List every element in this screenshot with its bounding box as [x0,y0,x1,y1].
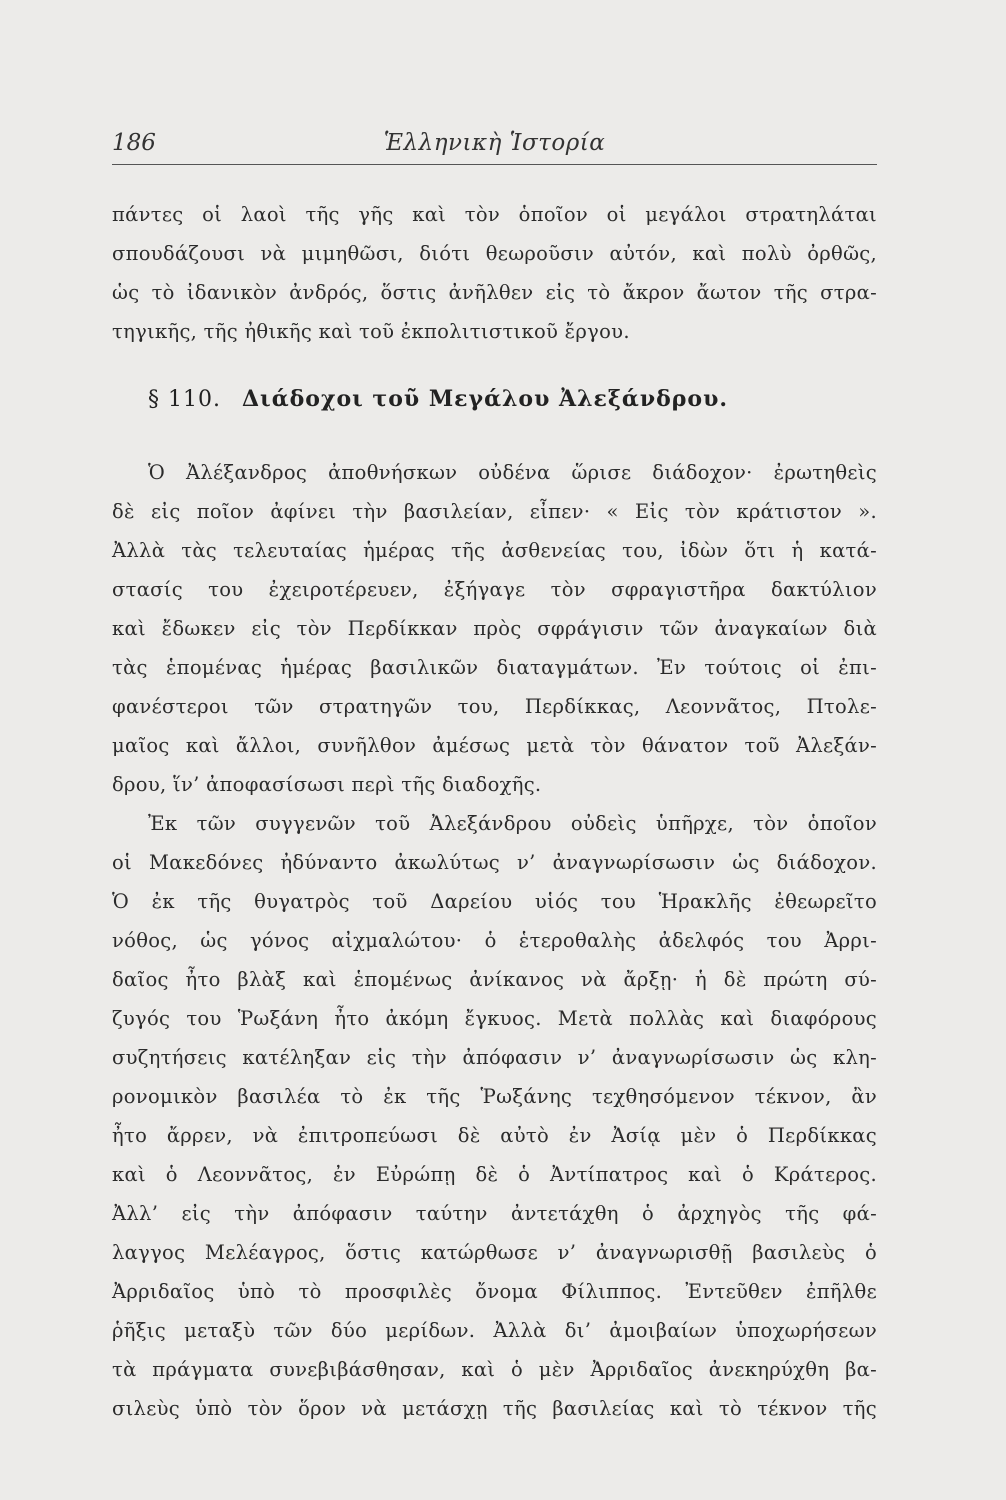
text-line: νόθος, ὡς γόνος αἰχμαλώτου· ὁ ἑτεροθαλὴς ἀδελφός του Ἀρρι- [112,929,877,952]
text-line: δαῖος ἦτο βλὰξ καὶ ἑπομένως ἀνίκανος νὰ ἄρξῃ· ἡ δὲ πρώτη σύ- [112,968,877,991]
text-line: καὶ ἔδωκεν εἰς τὸν Περδίκκαν πρὸς σφράγισιν τῶν ἀναγκαίων διὰ [112,617,877,640]
text-line: μαῖος καὶ ἄλλοι, συνῆλθον ἀμέσως μετὰ τὸν θάνατον τοῦ Ἀλεξάν- [112,734,877,757]
text-line: τὰ πράγματα συνεβιβάσθησαν, καὶ ὁ μὲν Ἀρριδαῖος ἀνεκηρύχθη βα- [112,1358,877,1381]
section-heading [148,386,728,420]
text-line: καὶ ὁ Λεοννᾶτος, ἐν Εὐρώπῃ δὲ ὁ Ἀντίπατρος καὶ ὁ Κράτερος. [112,1163,877,1186]
text-line: λαγγος Μελέαγρος, ὅστις κατώρθωσε ν’ ἀναγνωρισθῇ βασιλεὺς ὁ [112,1241,877,1264]
text-line: ῥῆξις μεταξὺ τῶν δύο μερίδων. Ἀλλὰ δι’ ἀμοιβαίων ὑποχωρήσεων [112,1319,877,1342]
text-line: ζυγός του Ῥωξάνη ἦτο ἀκόμη ἔγκυος. Μετὰ πολλὰς καὶ διαφόρους [112,1007,877,1030]
text-line: Ὁ ἐκ τῆς θυγατρὸς τοῦ Δαρείου υἱός του Ἡρακλῆς ἐθεωρεῖτο [112,890,877,913]
text-line: συζητήσεις κατέληξαν εἰς τὴν ἀπόφασιν ν’ ἀναγνωρίσωσιν ὡς κλη- [112,1046,877,1069]
text-line: Ὁ Ἀλέξανδρος ἀποθνήσκων οὐδένα ὥρισε διάδοχον· ἐρωτηθεὶς [148,461,877,484]
text-line: Ἐκ τῶν συγγενῶν τοῦ Ἀλεξάνδρου οὐδεὶς ὑπῆρχε, τὸν ὁποῖον [148,812,877,835]
text-line: σιλεὺς ὑπὸ τὸν ὅρον νὰ μετάσχῃ τῆς βασιλείας καὶ τὸ τέκνον τῆς [112,1397,877,1420]
running-title: Ἑλληνικὴ Ἱστορία [383,130,606,156]
text-line: δρου, ἵν’ ἀποφασίσωσι περὶ τῆς διαδοχῆς. [112,773,542,796]
text-line: τὰς ἑπομένας ἡμέρας βασιλικῶν διαταγμάτων. Ἐν τούτοις οἱ ἐπι- [112,656,877,679]
text-line: τηγικῆς, τῆς ἠθικῆς καὶ τοῦ ἐκπολιτιστικοῦ ἔργου. [112,320,630,343]
text-line: πάντες οἱ λαοὶ τῆς γῆς καὶ τὸν ὁποῖον οἱ μεγάλοι στρατηλάται [112,203,877,226]
page-number: 186 [112,130,156,156]
text-line: ὡς τὸ ἰδανικὸν ἀνδρός, ὅστις ἀνῆλθεν εἰς τὸ ἄκρον ἄωτον τῆς στρα- [112,281,877,304]
text-line: στασίς του ἐχειροτέρευεν, ἐξήγαγε τὸν σφραγιστῆρα δακτύλιον [112,578,877,601]
text-line: φανέστεροι τῶν στρατηγῶν του, Περδίκκας, Λεοννᾶτος, Πτολε- [112,695,877,718]
text-line: δὲ εἰς ποῖον ἀφίνει τὴν βασιλείαν, εἶπεν· « Εἰς τὸν κράτιστον ». [112,500,877,523]
text-line: Ἀλλ’ εἰς τὴν ἀπόφασιν ταύτην ἀντετάχθη ὁ ἀρχηγὸς τῆς φά- [112,1202,877,1225]
text-line: Ἀρριδαῖος ὑπὸ τὸ προσφιλὲς ὄνομα Φίλιππος. Ἐντεῦθεν ἐπῆλθε [112,1280,877,1303]
text-line: Ἀλλὰ τὰς τελευταίας ἡμέρας τῆς ἀσθενείας του, ἰδὼν ὅτι ἡ κατά- [112,539,877,562]
section-title: Διάδοχοι τοῦ Μεγάλου Ἀλεξάνδρου. [241,386,729,412]
text-line: ρονομικὸν βασιλέα τὸ ἐκ τῆς Ῥωξάνης τεχθησόμενον τέκνον, ἂν [112,1085,877,1108]
text-line: ἦτο ἄρρεν, νὰ ἐπιτροπεύωσι δὲ αὐτὸ ἐν Ἀσίᾳ μὲν ὁ Περδίκκας [112,1124,877,1147]
text-line: σπουδάζουσι νὰ μιμηθῶσι, διότι θεωροῦσιν αὐτόν, καὶ πολὺ ὀρθῶς, [112,242,877,265]
section-number: § 110. [148,387,221,412]
text-line: οἱ Μακεδόνες ἠδύναντο ἀκωλύτως ν’ ἀναγνωρίσωσιν ὡς διάδοχον. [112,851,877,874]
